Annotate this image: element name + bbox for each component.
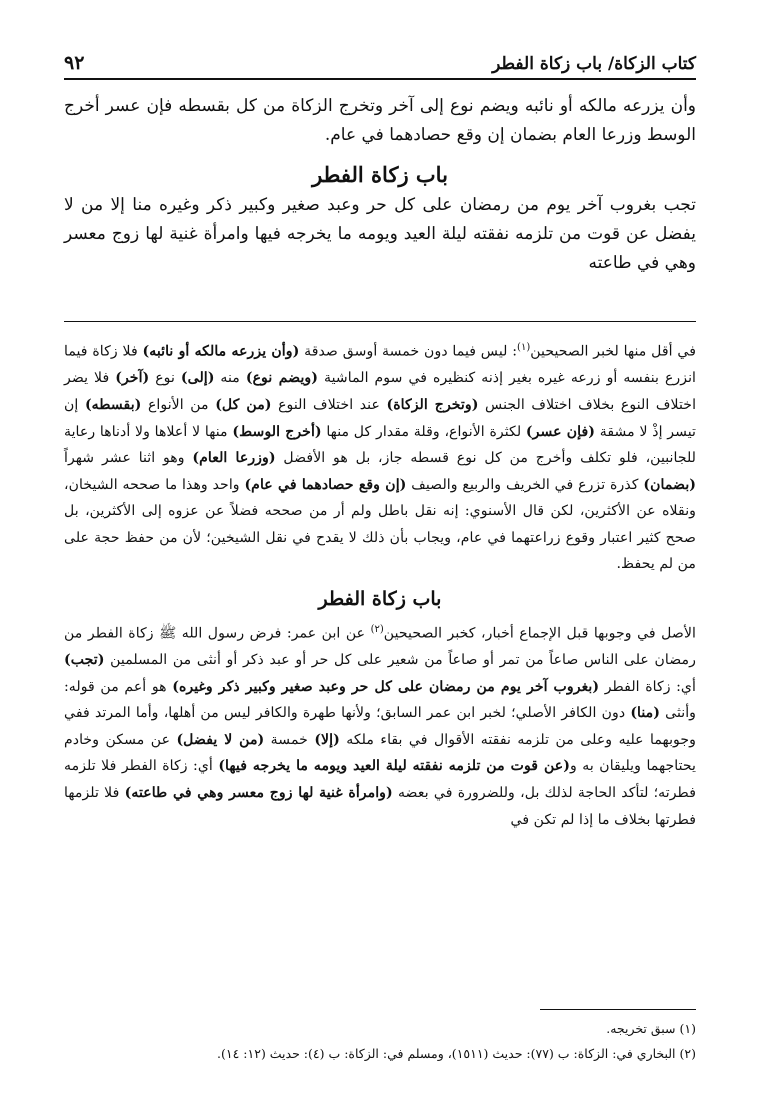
- commentary-paragraph-2: الأصل في وجوبها قبل الإجماع أخبار، كخبر الصحيحين$^{(٢)}$ عن ابن عمر: فرض رسول الله ﷺ زكاة الفطر من رمضان على الناس صاعاً من تمر أو صاعاً من شعير على كل حر أو عبد ذكر أو أنثى من المسلمين (تجب) أي: زكاة الفطر (بغروب آخر يوم من رمضان على كل حر وعبد صغير وكبير ذكر وغيره) هو أعم من قوله: وأنثى (منا) دون الكافر الأصلي؛ لخبر ابن عمر السابق؛ ولأنها طهرة والكافر ليس من أهلها، وأما المرتد ففي وجوبهما عليه وعلى من تلزمه نفقته الأقوال في بقاء ملكه (إلا) خمسة (من لا يفضل) عن مسكن وخادم يحتاجهما ويليقان به و(عن قوت من تلزمه نفقته ليلة العيد ويومه ما يخرجه فيها) أي: زكاة الفطر فلا تلزمه فطرته؛ لتأكد الحاجة لذلك بل، وللضرورة في بعضه (وامرأة غنية لها زوج معسر وهي في طاعته) فلا تلزمها فطرتها بخلاف ما إذا لم تكن في: [64, 623, 697, 828]
- commentary-paragraph-1: في أقل منها لخبر الصحيحين$^{(١)}$: ليس فيما دون خمسة أوسق صدقة (وأن يزرعه مالكه أو نائبه) فلا زكاة فيما انزرع بنفسه أو زرعه غيره بغير إذنه كنظيره في سوم الماشية (ويضم نوع) منه (إلى) نوع (آخر) فلا يضر اختلاف النوع بخلاف اختلاف الجنس (وتخرج الزكاة) عند اختلاف النوع (من كل) من الأنواع (بقسطه) إن تيسر إذْ لا مشقة (فإن عسر) لكثرة الأنواع، وقلة مقدار كل منها (أخرج الوسط) منها لا أعلاها ولا أدناها رعاية للجانبين، فلو تكلف وأخرج من كل نوع قسطه جاز، بل هو الأفضل (وزرعا العام) وهو اثنا عشر شهراً (بضمان) كذرة تزرع في الخريف والربيع والصيف (إن وقع حصادهما في عام) واحد وهذا ما صححه الشيخان، ونقلاه عن الأكثرين، لكن قال الأسنوي: إنه نقل باطل ولم أر من صححه فضلاً عن عزوه إلى الأكثرين، بل صحح كثير اعتبار وقوع زراعتهما في عام، ويجاب بأن ذلك لا يقدح في نقل الشيخين؛ لأن من حفظ حجة على من لم يحفظ.: [64, 342, 697, 573]
- footnote-ref-1[interactable]: (١): [517, 342, 531, 353]
- footnote-1: (١) سبق تخريجه.: [606, 1021, 696, 1036]
- commentary-text: [64, 335, 696, 833]
- commentary-chapter-heading: باب زكاة الفطر: [318, 588, 442, 611]
- matn-paragraph-2: تجب بغروب آخر يوم من رمضان على كل حر وعبد صغير وكبير ذكر وغيره منا إلا من لا يفضل عن قوت من تلزمه نفقته ليلة العيد ويومه ما يخرجه فيها وامرأة غنية لها زوج معسر وهي في طاعته: [64, 195, 696, 273]
- matn-paragraph-1: وأن يزرعه مالكه أو نائبه ويضم نوع إلى آخر وتخرج الزكاة من كل بقسطه فإن عسر أخرج الوسط وزرعا العام بضمان إن وقع حصادهما في عام.: [64, 96, 696, 145]
- footnotes: [64, 1016, 696, 1066]
- page-number: ٩٢: [64, 52, 85, 74]
- footnote-2: (٢) البخاري في: الزكاة: ب (٧٧): حديث (١٥١١)، ومسلم في: الزكاة: ب (٤): حديث (١٢: ١٤).: [217, 1046, 696, 1061]
- matn-chapter-heading: باب زكاة الفطر: [312, 162, 448, 187]
- running-title: كتاب الزكاة/ باب زكاة الفطر: [492, 54, 696, 74]
- main-text: [64, 92, 696, 278]
- footnote-divider: [540, 1009, 696, 1010]
- main-text-divider: [64, 321, 696, 322]
- footnote-ref-2[interactable]: (٢): [370, 623, 384, 635]
- page-header: [64, 40, 696, 80]
